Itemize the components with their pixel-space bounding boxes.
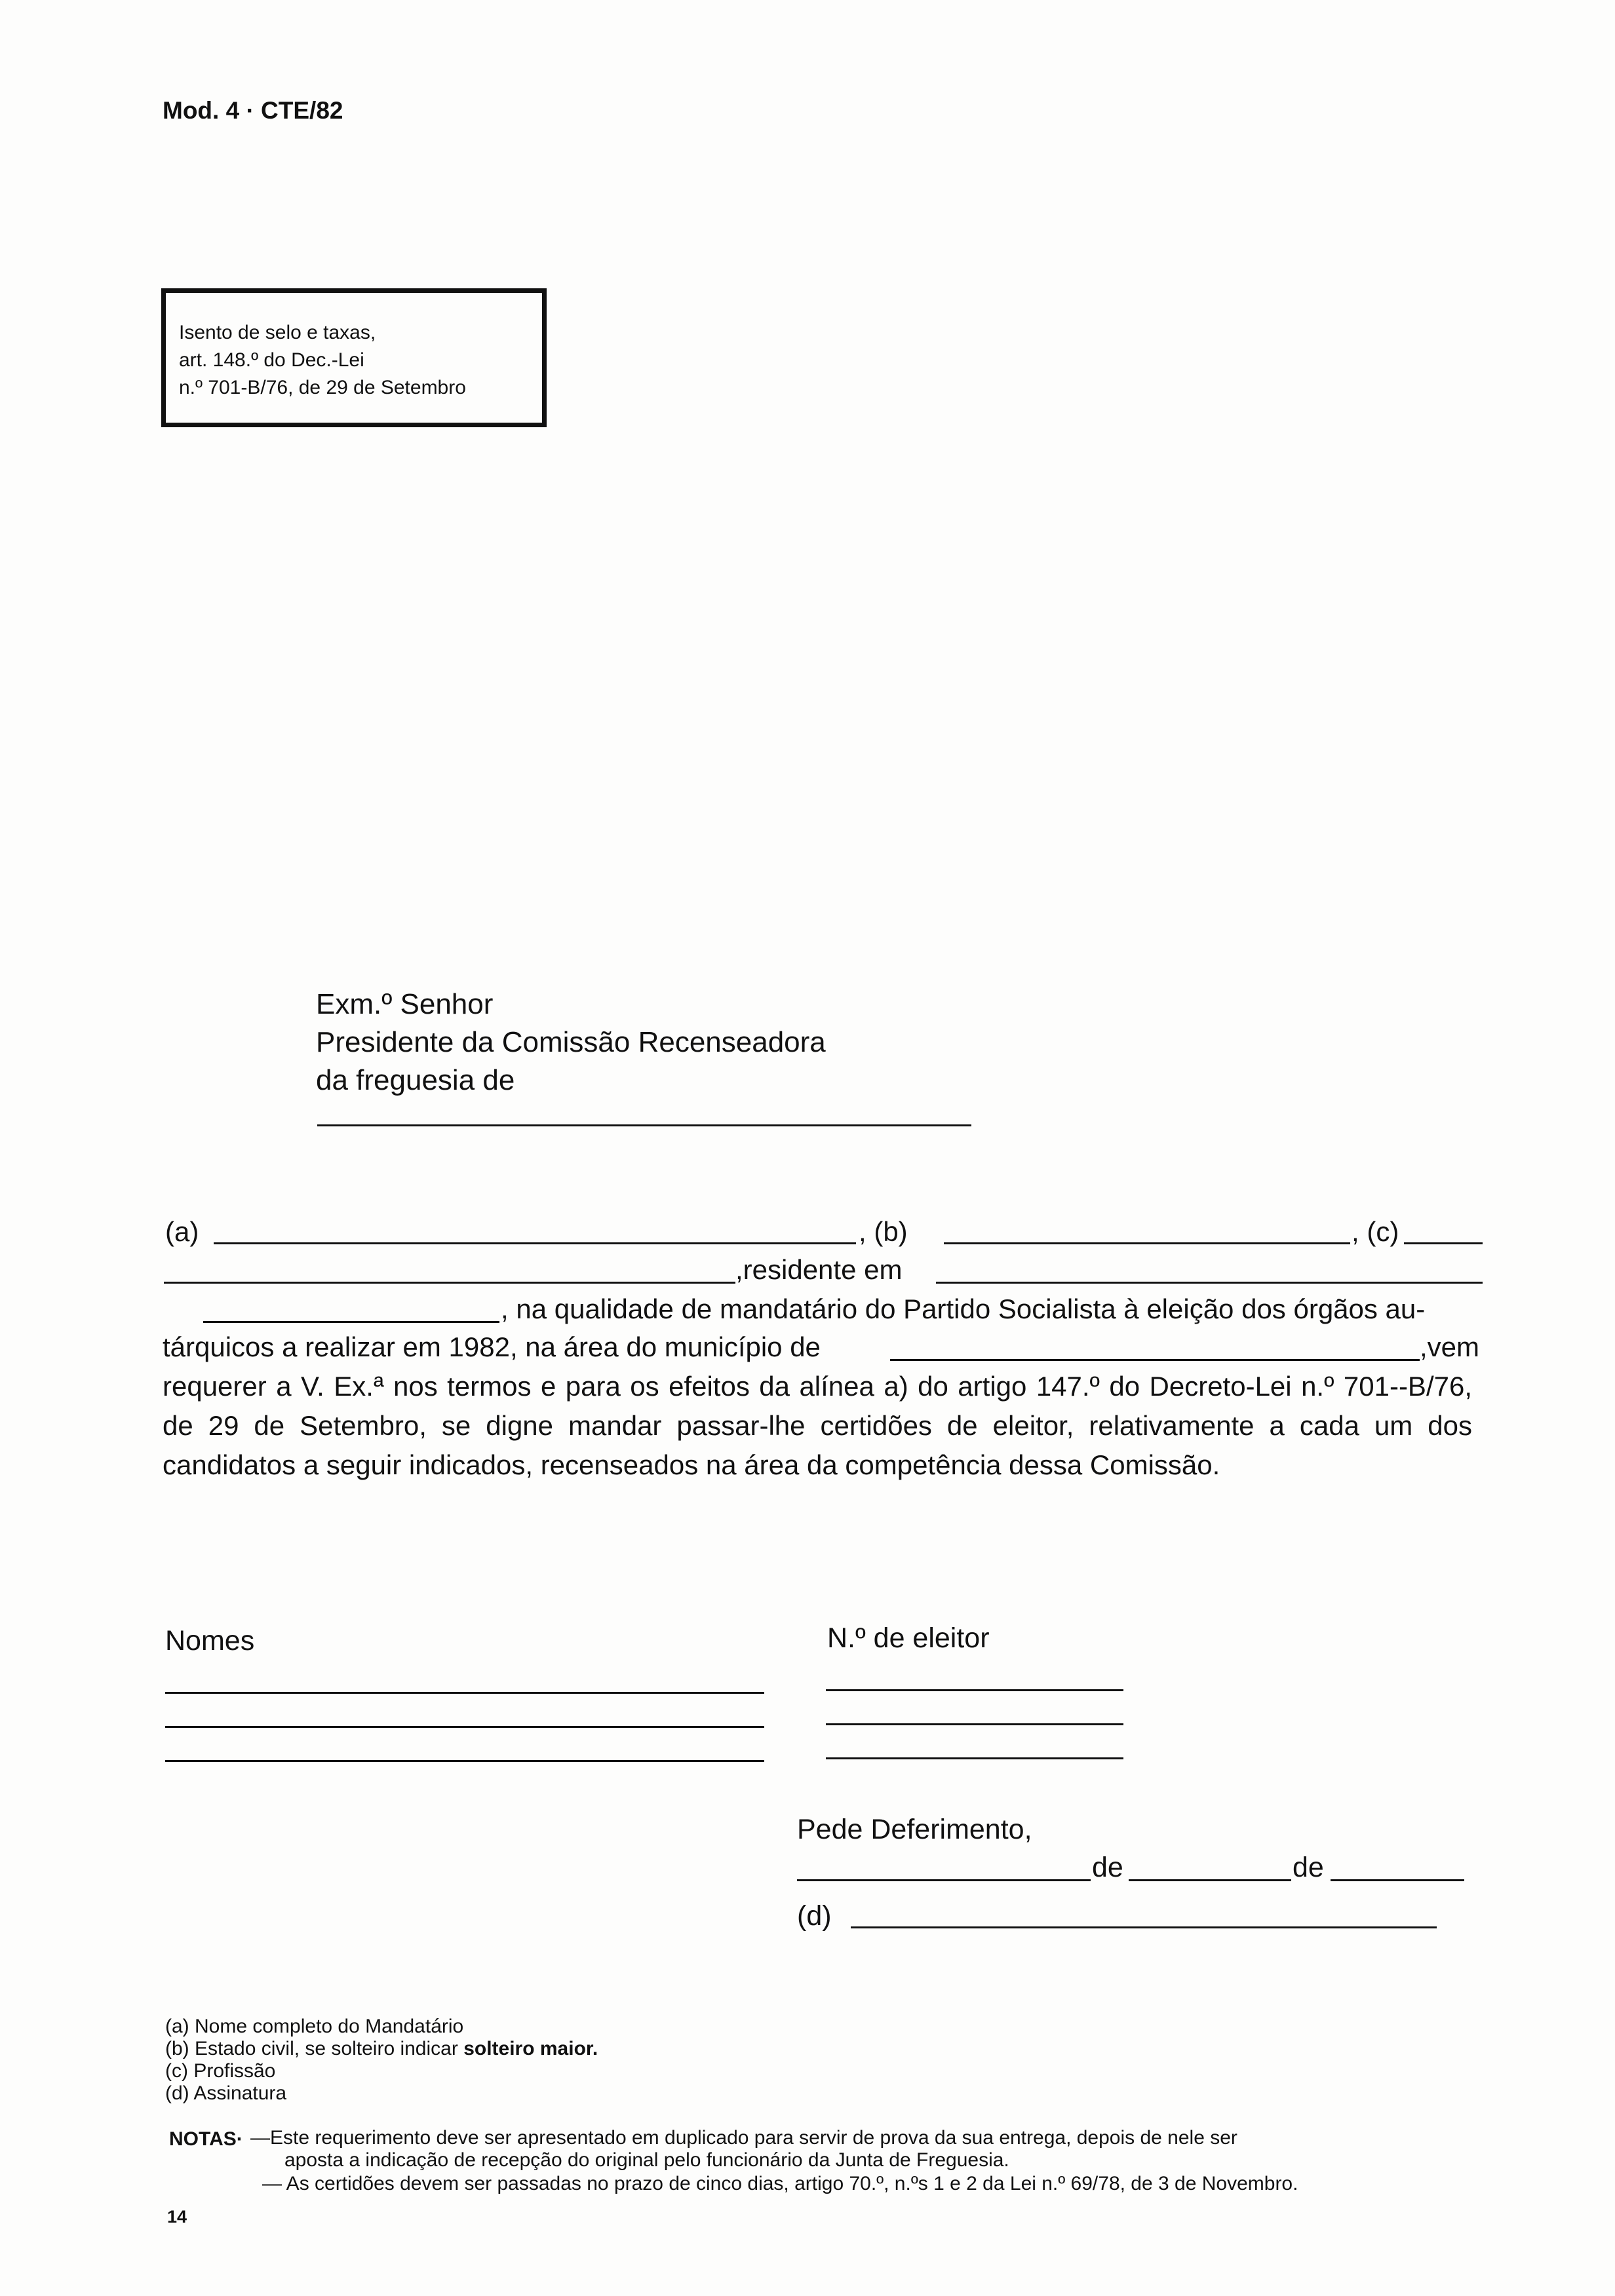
address-title: Presidente da Comissão Recenseadora	[316, 1026, 826, 1058]
request-paragraph: requerer a V. Ex.ª nos termos e para os efeitos da alínea a) do artigo 147.º do Decreto-Lei n.º 701--B/76, de 29 de Setembro, se digne mandar passar-lhe certidões de eleitor, relativamente a cada um dos candidatos a seguir indicados, recenseados na área da competência dessa Comissão.	[163, 1371, 1472, 1480]
name-row-field[interactable]	[165, 1726, 764, 1728]
address-salutation: Exm.º Senhor	[316, 988, 494, 1020]
stamp-line: art. 148.º do Dec.-Lei	[179, 349, 364, 371]
footnote-b-bold: solteiro maior.	[463, 2038, 598, 2059]
voter-number-field[interactable]	[826, 1689, 1123, 1691]
name-field[interactable]	[214, 1242, 856, 1244]
profession-field[interactable]	[1404, 1242, 1483, 1244]
label-a: (a)	[165, 1216, 199, 1247]
signature-field[interactable]	[851, 1926, 1437, 1928]
notes-label: NOTAS·	[169, 2128, 243, 2150]
note-1-line-1: —Este requerimento deve ser apresentado em duplicado para servir de prova da sua entrega, depois de nele ser	[250, 2127, 1237, 2149]
footnote-c: (c) Profissão	[165, 2060, 276, 2082]
footnote-a: (a) Nome completo do Mandatário	[165, 2016, 464, 2037]
page-number: 14	[167, 2207, 187, 2227]
stamp-line: n.º 701-B/76, de 29 de Setembro	[179, 377, 466, 398]
note-2: — As certidões devem ser passadas no prazo de cinco dias, artigo 70.º, n.ºs 1 e 2 da Lei n.º 69/78, de 3 de Novembro.	[262, 2173, 1298, 2194]
footnote-d: (d) Assinatura	[165, 2082, 287, 2104]
eleitor-heading: N.º de eleitor	[827, 1622, 990, 1654]
label-tarquicos: tárquicos a realizar em 1982, na área do município de	[163, 1331, 821, 1362]
stamp-line: Isento de selo e taxas,	[179, 322, 376, 343]
label-qualidade: , na qualidade de mandatário do Partido Socialista à eleição dos órgãos au-	[501, 1293, 1426, 1324]
stamp-box	[161, 288, 547, 427]
profession-field-cont[interactable]	[164, 1282, 735, 1284]
form-code: Mod. 4 · CTE/82	[163, 97, 343, 124]
label-residente: ,residente em	[735, 1254, 903, 1285]
note-1-line-2: aposta a indicação de recepção do original pelo funcionário da Junta de Freguesia.	[284, 2149, 1009, 2171]
freguesia-field[interactable]	[317, 1124, 971, 1126]
label-de-1: de	[1092, 1852, 1123, 1883]
residence-field[interactable]	[936, 1282, 1483, 1284]
place-field[interactable]	[797, 1879, 1091, 1881]
nomes-heading: Nomes	[165, 1625, 255, 1656]
civil-status-field[interactable]	[944, 1242, 1350, 1244]
label-vem: ,vem	[1420, 1331, 1480, 1362]
label-d: (d)	[797, 1900, 832, 1932]
footnote-b: (b) Estado civil, se solteiro indicar solteiro maior.	[165, 2038, 598, 2059]
name-row-field[interactable]	[165, 1692, 764, 1694]
residence-field-cont[interactable]	[203, 1321, 499, 1323]
pede-deferimento: Pede Deferimento,	[797, 1814, 1032, 1845]
voter-number-field[interactable]	[826, 1757, 1123, 1759]
label-b: , (b)	[859, 1216, 908, 1247]
year-field[interactable]	[1331, 1879, 1464, 1881]
municipality-field[interactable]	[890, 1359, 1420, 1361]
address-freguesia: da freguesia de	[316, 1064, 515, 1096]
name-row-field[interactable]	[165, 1760, 764, 1762]
label-de-2: de	[1293, 1852, 1324, 1883]
day-month-field[interactable]	[1129, 1879, 1291, 1881]
voter-number-field[interactable]	[826, 1723, 1123, 1725]
label-c: , (c)	[1352, 1216, 1399, 1247]
